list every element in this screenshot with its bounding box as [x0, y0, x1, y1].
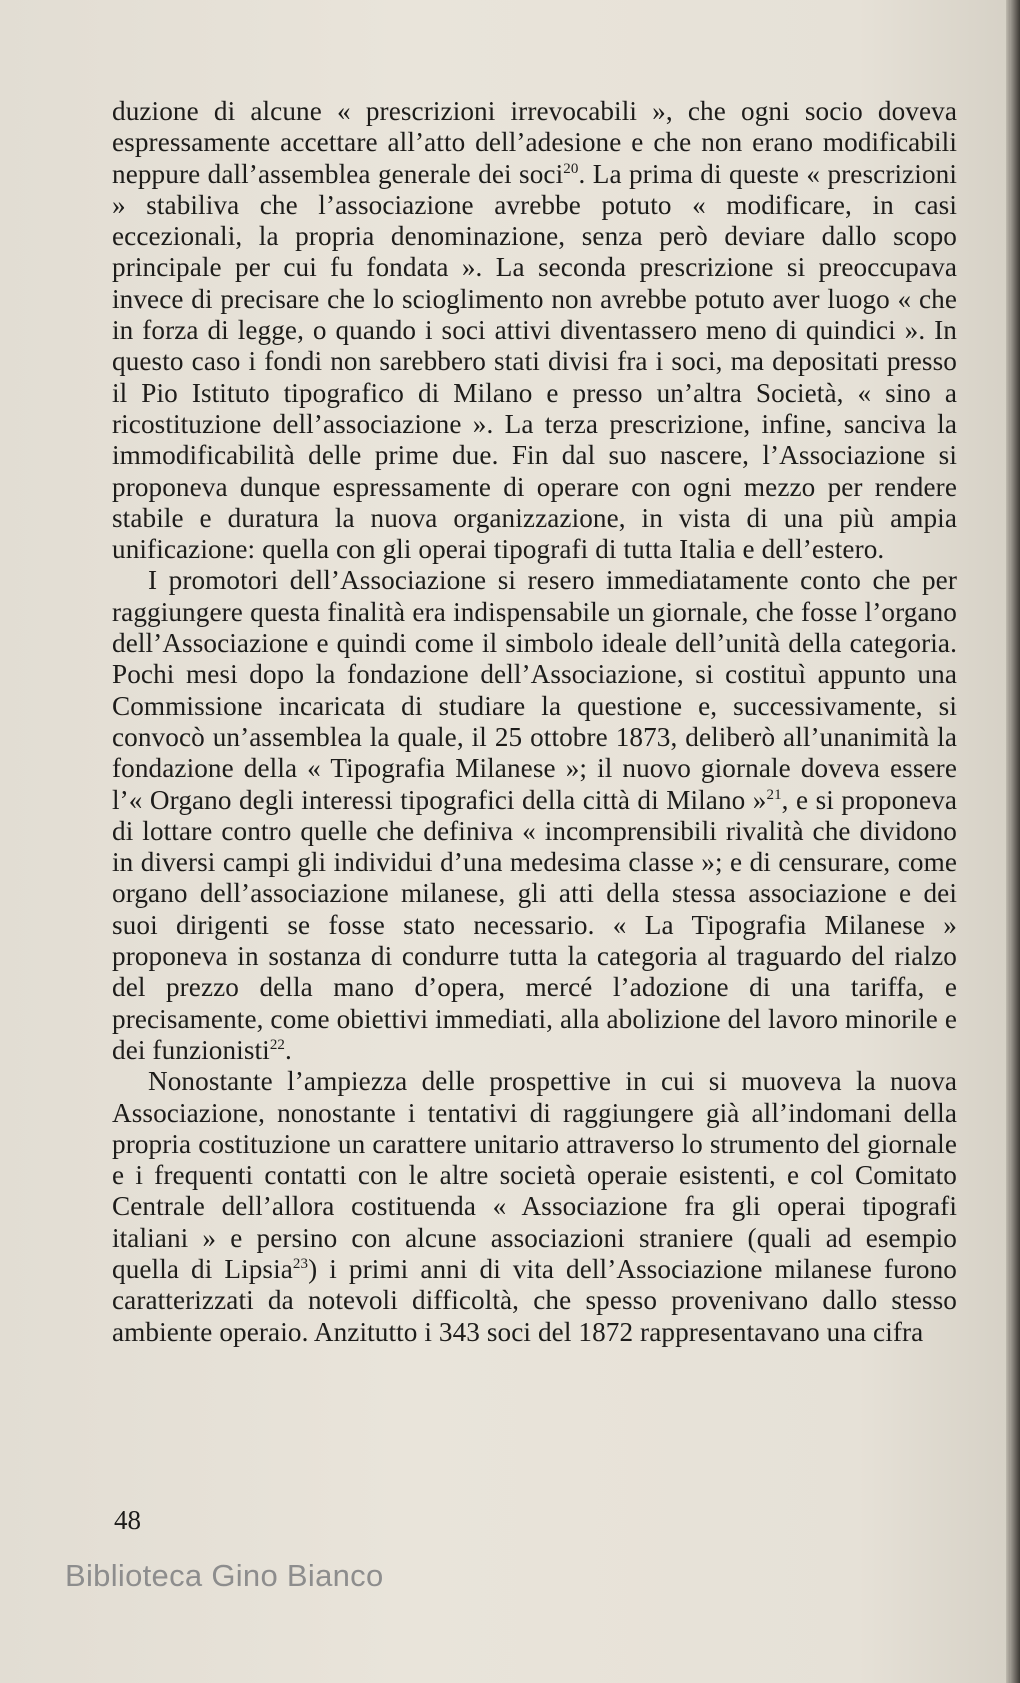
text-run: Nonostante l’ampiezza delle prospettive in cui si muoveva la nuova Associazione, nonostante i tentativi di raggiungere già all’indomani della propria costituzione un carattere unitario attraverso lo strumento del giornale e i frequenti contatti con le altre società operaie esistenti, e col Comitato Centrale dell’allora costituenda « Associazione fra gli operai tipografi italiani » e persino con alcune associazioni straniere (quali ad esempio quella di Lipsia [112, 1066, 957, 1284]
body-text [112, 96, 957, 1348]
footnote-ref-23: 23 [292, 1255, 309, 1272]
footnote-ref-20: 20 [563, 160, 579, 177]
text-run: . [285, 1034, 292, 1065]
paragraph-1 [112, 96, 957, 565]
footnote-ref-22: 22 [269, 1036, 286, 1053]
text-run: duzione di alcune « prescrizioni irrevocabili », che ogni socio doveva espressamente accettare all’atto dell’adesione e che non erano modificabili neppure dall’assemblea generale dei soci [112, 96, 957, 189]
library-watermark: Biblioteca Gino Bianco [65, 1558, 384, 1593]
footnote-ref-21: 21 [766, 786, 782, 803]
page-edge-shadow [1006, 0, 1020, 1683]
page-number: 48 [114, 1505, 141, 1535]
text-run: . La prima di queste « prescrizioni » stabiliva che l’associazione avrebbe potuto « modificare, in casi eccezionali, la propria denominazione, senza però deviare dallo scopo principale per cui fu fondata ». La seconda prescrizione si preoccupava invece di precisare che lo scioglimento non avrebbe potuto aver luogo « che in forza di legge, o quando i soci attivi diventassero meno di quindici ». In questo caso i fondi non sarebbero stati divisi fra i soci, ma depositati presso il Pio Istituto tipografico di Milano e presso un’altra Società, « sino a ricostituzione dell’associazione ». La terza prescrizione, infine, sanciva la immodificabilità delle prime due. Fin dal suo nascere, l’Associazione si proponeva dunque espressamente di operare con ogni mezzo per rendere stabile e duratura la nuova organizzazione, in vista di una più ampia unificazione: quella con gli operai tipografi di tutta Italia e dell’estero. [112, 158, 957, 565]
paragraph-2 [112, 565, 957, 1066]
text-run: ) i primi anni di vita dell’Associazione milanese furono caratterizzati da notevoli difficoltà, che spesso provenivano dallo stesso ambiente operaio. Anzitutto i 343 soci del 1872 rappresentavano una cifra [112, 1253, 957, 1347]
text-run: I promotori dell’Associazione si resero immediatamente conto che per raggiungere questa finalità era indispensabile un giornale, che fosse l’organo dell’Associazione e quindi come il simbolo ideale dell’unità della categoria. Pochi mesi dopo la fondazione dell’Associazione, si costituì appunto una Commissione incaricata di studiare la questione e, successivamente, si convocò un’assemblea la quale, il 25 ottobre 1873, deliberò all’unanimità la fondazione della « Tipografia Milanese »; il nuovo giornale doveva essere l’« Organo degli interessi tipografici della città di Milano » [112, 565, 957, 815]
paragraph-3 [112, 1066, 957, 1348]
text-run: , e si proponeva di lottare contro quelle che definiva « incomprensibili rivalità che dividono in diversi campi gli individui d’una medesima classe »; e di censurare, come organo dell’associazione milanese, gli atti della stessa associazione e dei suoi dirigenti se fosse stato necessario. « La Tipografia Milanese » proponeva in sostanza di condurre tutta la categoria al traguardo del rialzo del prezzo della mano d’opera, mercé l’adozione di una tariffa, e precisamente, come obiettivi immediati, alla abolizione del lavoro minorile e dei funzionisti [112, 784, 957, 1065]
